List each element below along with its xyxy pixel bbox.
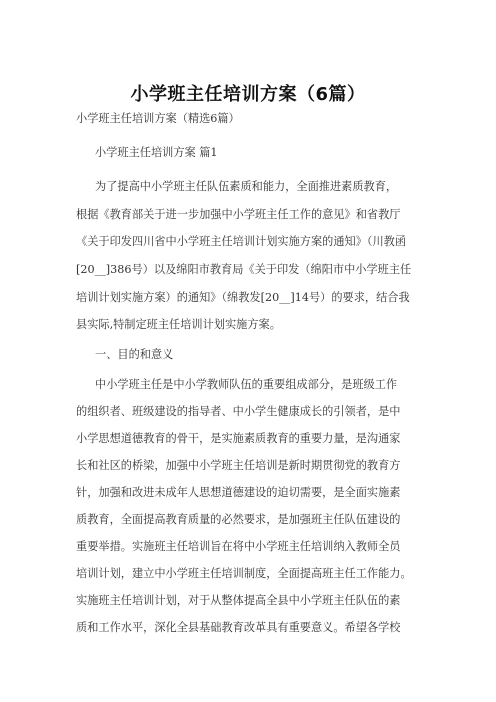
paragraph-line: 根据《教育部关于进一步加强中小学班主任工作的意见》和省教厅 [76,208,401,221]
paragraph-line: 中小学班主任是中小学教师队伍的重要组成部分，是班级工作 [95,378,398,391]
paragraph-line: 实施班主任培训计划，对于从整体提高全县中小学班主任队伍的素 [76,594,401,607]
paragraph-line: [20__]386号）以及绵阳市教育局《关于印发（绵阳市中小学班主任 [76,263,412,276]
section-heading: 小学班主任培训方案 篇1 [95,146,218,159]
paragraph-line: 县实际,特制定班主任培训计划实施方案。 [76,318,281,331]
paragraph-line: 的组织者、班级建设的指导者、中小学生健康成长的引领者，是中 [76,405,401,418]
paragraph-line: 《关于印发四川省中小学班主任培训计划实施方案的通知》（川教函 [76,235,407,248]
paragraph-line: 为了提高中小学班主任队伍素质和能力，全面推进素质教育， [95,180,398,193]
paragraph-line: 针，加强和改进未成年人思想道德建设的迫切需要，是全面实施素 [76,486,401,499]
document-title: 小学班主任培训方案（6篇） [130,84,366,105]
paragraph-line: 培训计划实施方案）的通知》（绵教发[20__]14号）的要求，结合我 [76,291,410,304]
document-subtitle: 小学班主任培训方案（精选6篇） [76,112,240,125]
paragraph-line: 长和社区的桥梁，加强中小学班主任培训是新时期贯彻党的教育方 [76,459,401,472]
paragraph-line: 小学思想道德教育的骨干，是实施素质教育的重要力量，是沟通家 [76,432,401,445]
paragraph-line: 培训计划，建立中小学班主任培训制度，全面提高班主任工作能力。 [76,567,412,580]
paragraph-line: 质和工作水平，深化全县基础教育改革具有重要意义。希望各学校 [76,621,401,634]
section1-heading: 一、目的和意义 [95,348,174,361]
paragraph-line: 重要举措。实施班主任培训旨在将中小学班主任培训纳入教师全员 [76,540,401,553]
paragraph-line: 质教育，全面提高教育质量的必然要求，是加强班主任队伍建设的 [76,513,401,526]
